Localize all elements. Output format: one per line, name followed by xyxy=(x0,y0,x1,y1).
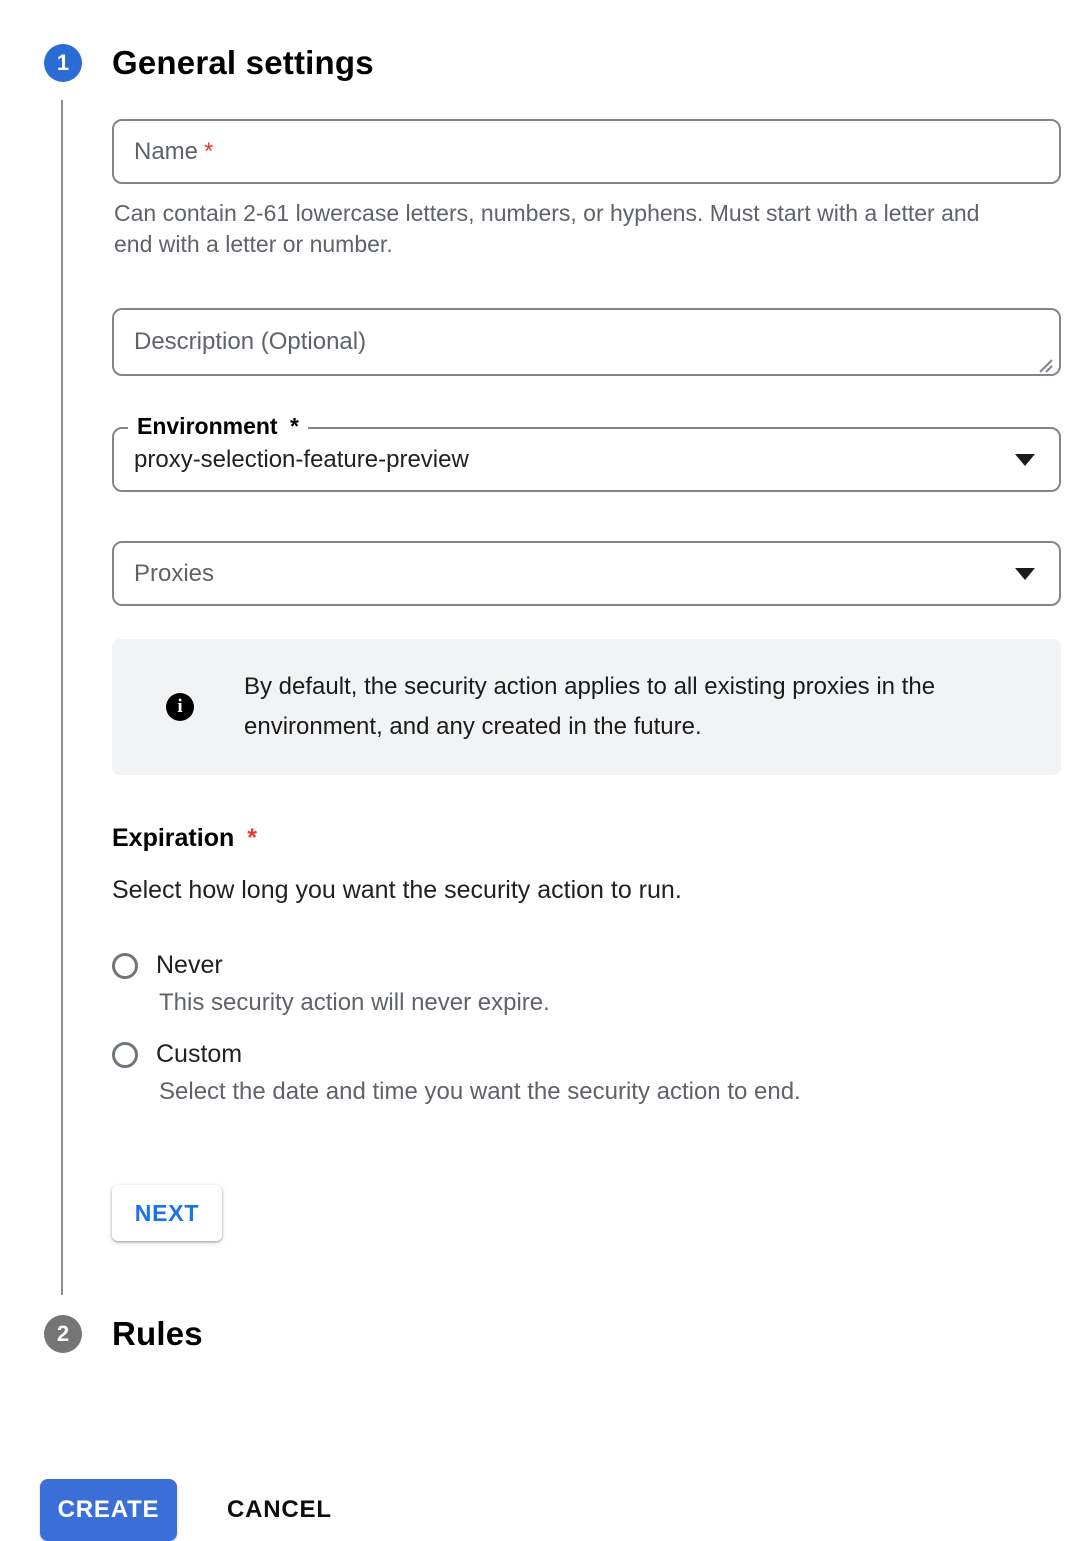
expiration-option-custom xyxy=(112,1040,1060,1107)
description-placeholder: Description (Optional) xyxy=(134,328,367,355)
chevron-down-icon xyxy=(1015,568,1035,580)
info-banner xyxy=(112,639,1061,775)
step-1-title: General settings xyxy=(112,44,374,81)
info-banner-text: By default, the security action applies to all existing proxies in the environment, and any created in the future. xyxy=(244,673,936,740)
name-input[interactable] xyxy=(112,119,1061,184)
name-required-asterisk: * xyxy=(204,137,214,165)
environment-label-text: Environment xyxy=(137,413,278,439)
expiration-description: Select how long you want the security action to run. xyxy=(112,876,682,904)
radio-never[interactable] xyxy=(112,951,1060,980)
step-1-header xyxy=(0,44,1084,82)
environment-required-asterisk: * xyxy=(289,413,299,439)
radio-button-icon[interactable] xyxy=(112,1042,138,1068)
expiration-label-text: Expiration xyxy=(112,824,235,852)
step-rules xyxy=(0,1315,1084,1353)
expiration-label xyxy=(112,824,1060,853)
resize-handle-icon[interactable] xyxy=(1037,352,1053,368)
radio-custom-description: Select the date and time you want the security action to end. xyxy=(159,1078,801,1105)
description-textarea[interactable] xyxy=(112,308,1061,376)
environment-label xyxy=(128,413,308,440)
expiration-option-never xyxy=(112,951,1060,1018)
radio-button-icon[interactable] xyxy=(112,953,138,979)
environment-selected-value: proxy-selection-feature-preview xyxy=(134,445,469,473)
radio-custom-label: Custom xyxy=(156,1040,243,1068)
info-icon: i xyxy=(166,693,194,721)
radio-never-description: This security action will never expire. xyxy=(159,989,550,1016)
step-1-indicator: 1 xyxy=(44,44,82,82)
form-footer xyxy=(40,1479,1084,1541)
chevron-down-icon xyxy=(1015,454,1035,466)
cancel-button[interactable]: CANCEL xyxy=(227,1486,332,1534)
environment-select[interactable] xyxy=(112,413,1061,492)
radio-custom[interactable] xyxy=(112,1040,1060,1069)
radio-never-label: Never xyxy=(156,951,223,979)
step-2-header xyxy=(0,1315,1084,1353)
name-placeholder: Name xyxy=(134,137,199,165)
expiration-radio-group xyxy=(112,951,1060,1107)
step-2-indicator: 2 xyxy=(44,1315,82,1353)
step-1-content xyxy=(0,100,1084,1295)
expiration-required-asterisk: * xyxy=(247,824,257,852)
step-2-title: Rules xyxy=(112,1315,203,1352)
step-general-settings xyxy=(0,44,1084,1295)
name-helper-text: Can contain 2-61 lowercase letters, numbers, or hyphens. Must start with a letter and end with a letter or number. xyxy=(114,200,980,257)
proxies-select[interactable] xyxy=(112,541,1061,606)
proxies-placeholder: Proxies xyxy=(134,559,215,587)
create-button[interactable]: CREATE xyxy=(40,1479,177,1541)
next-button[interactable]: NEXT xyxy=(112,1185,222,1241)
